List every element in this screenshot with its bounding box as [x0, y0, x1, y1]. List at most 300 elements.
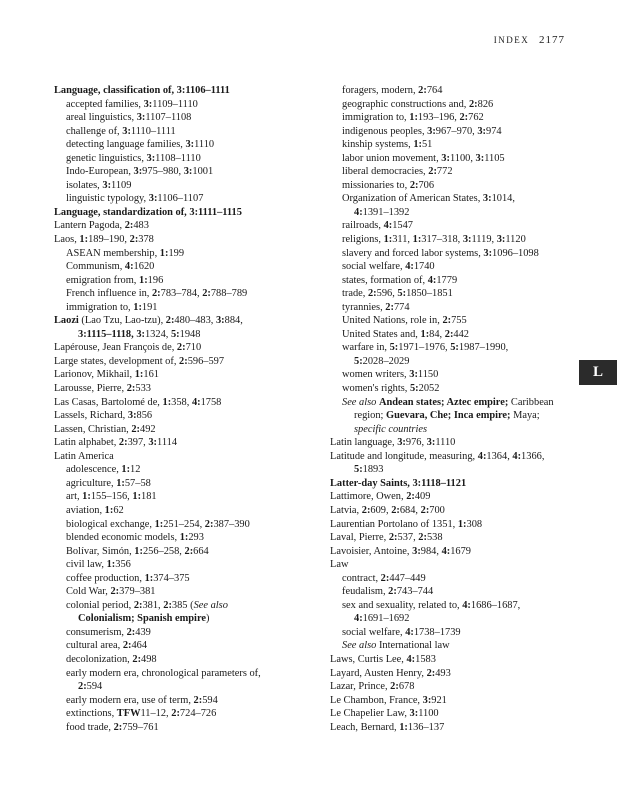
index-entry [330, 233, 580, 247]
index-entry [330, 450, 580, 464]
index-entry-text: 189–190, [88, 234, 130, 246]
index-entry-text: 1691–1692 [362, 613, 410, 625]
index-entry [54, 545, 304, 559]
index-entry [330, 653, 580, 667]
index-entry-text: 136–137 [407, 721, 445, 733]
index-entry-text: 1758 [200, 396, 222, 408]
index-entry-text: women's rights, [342, 383, 410, 395]
index-entry-text: Laurentian Portolano of 1351, [330, 518, 458, 530]
index-entry-text: 1109 [111, 179, 132, 191]
index-entry-text: Indo-European, [66, 166, 134, 178]
index-entry [330, 274, 580, 288]
index-entry-text: 2: [110, 586, 120, 598]
index-entry-text: early modern era, use of term, [66, 694, 194, 706]
index-entry-text: 976, [405, 437, 427, 449]
index-entry [330, 247, 580, 261]
index-entry-text: 191 [141, 301, 158, 313]
index-entry-text: (Lao Tzu, Lao-tzu), [78, 315, 166, 327]
index-entry-text: 1108–1110 [155, 152, 201, 164]
index-entry-text: See also [342, 640, 377, 652]
index-entry-text: 826 [477, 98, 494, 110]
index-entry [330, 504, 580, 518]
section-thumb-tab: L [579, 360, 617, 385]
index-entry [330, 680, 580, 694]
index-entry-text: 1: [121, 464, 131, 476]
index-entry-text: Communism, [66, 261, 125, 273]
index-entry-text: Latin America [54, 450, 114, 462]
index-entry [54, 341, 304, 355]
index-entry-text: 1: [409, 112, 418, 124]
index-entry-text: blended economic models, [66, 532, 180, 544]
page-number: 2177 [539, 34, 565, 46]
index-entry-text: region; [354, 410, 387, 422]
index-entry-text: 3: [475, 152, 485, 164]
index-entry [330, 545, 580, 559]
index-entry-text: 783–784, [160, 288, 203, 300]
index-entry-text: 1971–1976, [398, 342, 451, 354]
index-entry-text: accepted families, [66, 98, 144, 110]
index-entry [330, 382, 580, 396]
index-entry [330, 531, 580, 545]
index-entry-text: Lavoisier, Antoine, [330, 545, 413, 557]
index-entry [54, 477, 304, 491]
index-entry-text: 2: [176, 342, 186, 354]
index-entry-text: 3: [462, 234, 472, 246]
index-entry-text: 84, [429, 328, 445, 340]
index-entry [54, 233, 304, 247]
index-entry [330, 423, 580, 437]
index-entry-text: early modern era, chronological parameters of, [66, 667, 261, 679]
index-entry-text: 2: [459, 112, 469, 124]
index-entry-text: 3: [427, 125, 436, 137]
index-entry-text: 856 [136, 410, 153, 422]
index-entry-text: isolates, [66, 179, 103, 191]
index-entry-text: 1: [132, 491, 142, 503]
index-entry-text: kinship systems, [342, 139, 414, 151]
index-entry [330, 639, 580, 653]
index-entry-text: 3: [477, 125, 487, 137]
index-entry-text: 706 [418, 179, 435, 191]
index-entry [330, 328, 580, 342]
index-entry-text: 4: [383, 220, 393, 232]
index-entry-text: 2: [118, 437, 128, 449]
index-entry-text: 3: [441, 152, 450, 164]
index-entry-text: Laos, [54, 234, 80, 246]
index-entry-text: Lazar, Prince, [330, 681, 391, 693]
index-entry-text: 3: [409, 708, 419, 720]
index-entry-text: 1119, [471, 234, 497, 246]
index-entry-text: genetic linguistics, [66, 152, 147, 164]
index-entry [330, 287, 580, 301]
index-entry-text: foragers, modern, [342, 85, 419, 96]
index-entry-text: specific countries [354, 423, 428, 435]
index-entry-text: 3: [127, 410, 137, 422]
index-entry-text: 3: [133, 166, 143, 178]
index-entry-text: sex and sexuality, related to, [342, 599, 463, 611]
index-entry [330, 396, 580, 410]
index-entry-text: French influence in, [66, 288, 152, 300]
index-entry-text: 1107–1108 [145, 112, 192, 124]
index-entry-text: 3: [136, 112, 146, 124]
index-entry-text: 374–375 [153, 572, 190, 584]
index-entry-text: 594 [86, 681, 103, 693]
index-entry-text: 1620 [133, 261, 155, 273]
index-entry-text: 1948 [179, 328, 201, 340]
index-entry-text: extinctions, [66, 708, 117, 720]
index-entry [330, 219, 580, 233]
index-entry [54, 382, 304, 396]
index-entry-text: 3: [397, 437, 406, 449]
index-entry-text: 596, [376, 288, 398, 300]
index-entry-text: 1740 [413, 261, 435, 273]
index-entry [330, 721, 580, 735]
index-entry-text: 664 [193, 545, 209, 557]
index-entry-text: 381, [142, 599, 164, 611]
index-entry [330, 355, 580, 369]
index-entry-text: 1850–1851 [406, 288, 453, 300]
index-entry-text: 4: [427, 274, 437, 286]
index-entry-text: 3: [412, 545, 421, 557]
index-entry-text: Lattimore, Owen, [330, 491, 407, 503]
index-entry [330, 368, 580, 382]
index-entry-text: Lantern Pagoda, [54, 220, 125, 232]
index-entry-text: 1324, [144, 328, 171, 340]
index-entry-text: 3: [483, 247, 493, 259]
index-entry [54, 680, 304, 694]
index-entry-text: 2: [390, 681, 399, 693]
index-entry-text: 2: [122, 640, 132, 652]
index-entry-text: 1: [179, 532, 189, 544]
index-entry-text: 2: [468, 98, 478, 110]
index-entry-text: 4: [406, 653, 416, 665]
index-entry-text: Latin alphabet, [54, 437, 119, 449]
index-entry-text: Colonialism; Spanish empire [78, 613, 206, 625]
index-entry-text: 1679 [450, 545, 471, 557]
index-entry-text: contract, [342, 572, 381, 584]
index-entry-text: 447–449 [389, 572, 426, 584]
index-entry-text: 700 [429, 504, 445, 516]
index-entry-text: railroads, [342, 220, 384, 232]
index-entry-text: 984, [420, 545, 442, 557]
index-entry-text: 4: [405, 261, 414, 273]
index-entry [54, 490, 304, 504]
index-entry-text: states, formation of, [342, 274, 428, 286]
index-entry [54, 423, 304, 437]
index-entry-text: immigration to, [66, 301, 134, 313]
index-entry-text: Language, classification of, 3:1106–1111 [54, 85, 230, 96]
index-entry-text: 2: [171, 708, 180, 720]
index-entry-text: Organization of American States, [342, 193, 483, 205]
index-entry-text: 2: [409, 179, 419, 191]
index-entry-text: United Nations, role in, [342, 315, 443, 327]
index-entry-text: 1105 [484, 152, 505, 164]
index-entry-text: 2: [367, 288, 377, 300]
index-entry-text: 1: [162, 396, 172, 408]
index-entry-text: 1106–1107 [157, 193, 204, 205]
index-entry-text: feudalism, [342, 586, 389, 598]
index-entry-text: 5: [354, 355, 363, 367]
index-entry-text: 317–318, [421, 234, 463, 246]
index-entry-text: 464 [131, 640, 148, 652]
index-entry-text: 5: [389, 342, 399, 354]
index-entry-text: 684, [399, 504, 421, 516]
index-entry-text: emigration from, [66, 274, 140, 286]
index-entry-text: 51 [421, 139, 433, 151]
index-entry-text: 3: [143, 98, 153, 110]
index-entry-text: 967–970, [435, 125, 478, 137]
index-entry-text: Le Chapelier Law, [330, 708, 410, 720]
index-entry [330, 477, 580, 491]
index-entry [330, 707, 580, 721]
index-entry-text: 161 [143, 369, 159, 381]
index-entry [54, 287, 304, 301]
index-entry [54, 138, 304, 152]
index-entry [330, 694, 580, 708]
index-entry-text: 921 [431, 694, 447, 706]
index-entry-text: Law [330, 559, 349, 571]
index-entry-text: 2: [391, 504, 400, 516]
index-entry-text: Larousse, Pierre, [54, 383, 127, 395]
index-entry-text: indigenous peoples, [342, 125, 428, 137]
index-entry-text: 538 [426, 532, 443, 544]
index-entry [54, 396, 304, 410]
index-entry-text: 2: [442, 315, 452, 327]
index-entry-text: 743–744 [396, 586, 434, 598]
index-entry-text: 1100, [449, 152, 476, 164]
index-entry-text: 480–483, [174, 315, 216, 327]
index-entry [330, 585, 580, 599]
index-entry-text: warfare in, [342, 342, 390, 354]
index-entry [54, 328, 304, 342]
index-entry-text: 1738–1739 [413, 626, 461, 638]
index-entry-text: 2: [428, 166, 437, 178]
index-entry [330, 490, 580, 504]
index-entry-text: women writers, [342, 369, 410, 381]
index-entry-text: 498 [141, 653, 157, 665]
index-entry [54, 694, 304, 708]
index-entry-text: 4: [191, 396, 201, 408]
index-entry [54, 98, 304, 112]
index-entry-text: 385 ( [171, 599, 194, 611]
index-entry-text: 2: [388, 532, 398, 544]
index-entry-text: 788–789 [210, 288, 248, 300]
index-entry-text: food trade, [66, 721, 114, 733]
index-entry [54, 707, 304, 721]
index-entry-text: 2: [380, 572, 390, 584]
index-entry-text: challenge of, [66, 125, 123, 137]
index-entry [330, 260, 580, 274]
index-entry-text: See also [193, 599, 228, 611]
index-entry-text: 537, [397, 532, 419, 544]
index-entry-text: missionaries to, [342, 179, 410, 191]
index-entry-text: 62 [113, 504, 124, 516]
index-entry-text: 1547 [392, 220, 413, 232]
index-entry-text: 193–196, [417, 112, 460, 124]
index-entry-text: 1110 [435, 437, 456, 449]
index-entry-text: 3: [215, 315, 225, 327]
index-entry-text: 1110 [194, 139, 215, 151]
index-entry-text: 1: [134, 369, 144, 381]
index-entry-text: Lassen, Christian, [54, 423, 132, 435]
index-entry-text: 1893 [362, 464, 384, 476]
index-entry-text: detecting language families, [66, 139, 186, 151]
index-entry [54, 599, 304, 613]
index-entry-text: 764 [426, 85, 443, 96]
index-entry [54, 463, 304, 477]
index-entry-text: liberal democracies, [342, 166, 429, 178]
index-entry-text: Cold War, [66, 586, 111, 598]
index-entry-text: Latter-day Saints, 3:1118–1121 [330, 477, 467, 489]
index-entry-text: 609, [370, 504, 392, 516]
index-entry-text: geographic constructions and, [342, 98, 469, 110]
index-entry-text: 1: [133, 301, 142, 313]
index-entry [54, 667, 304, 681]
index-entry-text: Las Casas, Bartolomé de, [54, 396, 163, 408]
index-entry-text: 3: [148, 437, 158, 449]
index-entry-text: 2: [126, 626, 136, 638]
index-entry-text: linguistic typology, [66, 193, 149, 205]
index-entry-text: 2: [126, 383, 136, 395]
index-entry-text: 256–258, [142, 545, 185, 557]
index-entry [54, 301, 304, 315]
index-entry-text: 293 [188, 532, 204, 544]
index-entry-text: 1: [457, 518, 467, 530]
index-entry-text: 251–254, [163, 518, 205, 530]
index-entry [54, 531, 304, 545]
index-entry-text: Guevara, Che; Inca empire; [386, 410, 511, 422]
index-entry [54, 152, 304, 166]
index-entry-text: 356 [115, 559, 131, 571]
index-entry-text: 5: [409, 383, 419, 395]
index-entry-text: 439 [135, 626, 151, 638]
index-entry [330, 165, 580, 179]
index-entry-text: Lassels, Richard, [54, 410, 128, 422]
index-entry [54, 721, 304, 735]
index-entry [54, 558, 304, 572]
index-entry-text: Laozi [54, 315, 79, 327]
index-entry [330, 612, 580, 626]
index-entry-text: 678 [398, 681, 415, 693]
index-entry-text: Latvia, [330, 504, 362, 516]
index-entry-text: 1: [104, 504, 114, 516]
index-entry [54, 450, 304, 464]
index-entry [330, 667, 580, 681]
index-entry [330, 518, 580, 532]
index-entry-text: labor union movement, [342, 152, 442, 164]
index-entry-text: ) [205, 613, 210, 625]
index-entry-text: 710 [185, 342, 202, 354]
index-entry-text: 4: [462, 599, 471, 611]
index-entry-text: 2: [418, 532, 427, 544]
index-entry-text: 378 [138, 234, 154, 246]
index-entry-text: 974 [486, 125, 502, 137]
index-entry-text: 155–156, [90, 491, 133, 503]
index-entry-text: adolescence, [66, 464, 122, 476]
index-entry [54, 84, 304, 98]
index-entry-text: aviation, [66, 504, 105, 516]
index-entry-text: social welfare, [342, 626, 406, 638]
index-entry-text: 3: [426, 437, 436, 449]
index-entry [330, 138, 580, 152]
index-entry-text: United States and, [342, 328, 421, 340]
index-entry-text: 1150 [417, 369, 439, 381]
index-entry [54, 165, 304, 179]
index-entry-text: 774 [393, 301, 410, 313]
index-entry-text: 2: [388, 586, 397, 598]
index-entry-text: tyrannies, [342, 301, 386, 313]
index-entry [54, 206, 304, 220]
index-entry-text: 1001 [192, 166, 214, 178]
index-entry-text: 409 [414, 491, 431, 503]
index-entry [54, 192, 304, 206]
index-entry-text: 1: [420, 328, 430, 340]
index-entry-text: 1: [139, 274, 148, 286]
index-entry [54, 518, 304, 532]
index-entry-text: 1: [106, 559, 116, 571]
index-entry [54, 436, 304, 450]
index-entry-text: 3: [183, 166, 193, 178]
index-entry-text: 2: [426, 667, 436, 679]
index-entry [330, 572, 580, 586]
index-entry-text: Le Chambon, France, [330, 694, 423, 706]
index-entry-text: colonial period, [66, 599, 134, 611]
index-entry-text: 5: [170, 328, 180, 340]
index-entry [54, 179, 304, 193]
index-entry-text: 181 [141, 491, 157, 503]
index-entry-text: 533 [135, 383, 151, 395]
index-entry [330, 192, 580, 206]
index-entry-text: International law [376, 640, 450, 652]
index-entry-text: agriculture, [66, 477, 117, 489]
index-entry-text: 442 [453, 328, 469, 340]
index-entry [54, 612, 304, 626]
index-entry-text: 1114 [157, 437, 178, 449]
index-entry-text: 2: [131, 423, 140, 435]
index-entry-text: 1: [399, 721, 408, 733]
index-entry-text: decolonization, [66, 653, 133, 665]
index-entry-text: Laws, Curtis Lee, [330, 653, 407, 665]
index-entry-text: 1: [413, 139, 422, 151]
index-entry-text: 2: [444, 328, 454, 340]
index-entry-text: 1364, [486, 450, 513, 462]
index-entry-text: Large states, development of, [54, 355, 180, 367]
index-entry-text: cultural area, [66, 640, 123, 652]
index-entry [330, 558, 580, 572]
index-entry [330, 626, 580, 640]
index-entry-text: 1987–1990, [458, 342, 509, 354]
index-entry-text: 196 [147, 274, 164, 286]
index-entry-text: 2052 [418, 383, 440, 395]
index-entry-text: 199 [168, 247, 185, 259]
index-entry-text: 1: [159, 247, 169, 259]
index-entry [54, 504, 304, 518]
index-entry-text: 884, [224, 315, 243, 327]
index-entry-text: 1779 [436, 274, 458, 286]
index-entry-text: 1366, [521, 450, 545, 462]
index-entry-text: 594 [202, 694, 218, 706]
index-entry [54, 219, 304, 233]
index-entry-text: 11–12, [140, 708, 172, 720]
index-entry-text: 4: [441, 545, 451, 557]
index-entry-text: 4: [405, 626, 414, 638]
index-entry-text: 5: [354, 464, 363, 476]
index-entry-text: See also [342, 396, 379, 408]
index-entry-text: 724–726 [179, 708, 217, 720]
index-entry [330, 599, 580, 613]
index-entry-text: 358, [171, 396, 192, 408]
index-entry [54, 639, 304, 653]
index-column-right [330, 84, 580, 734]
